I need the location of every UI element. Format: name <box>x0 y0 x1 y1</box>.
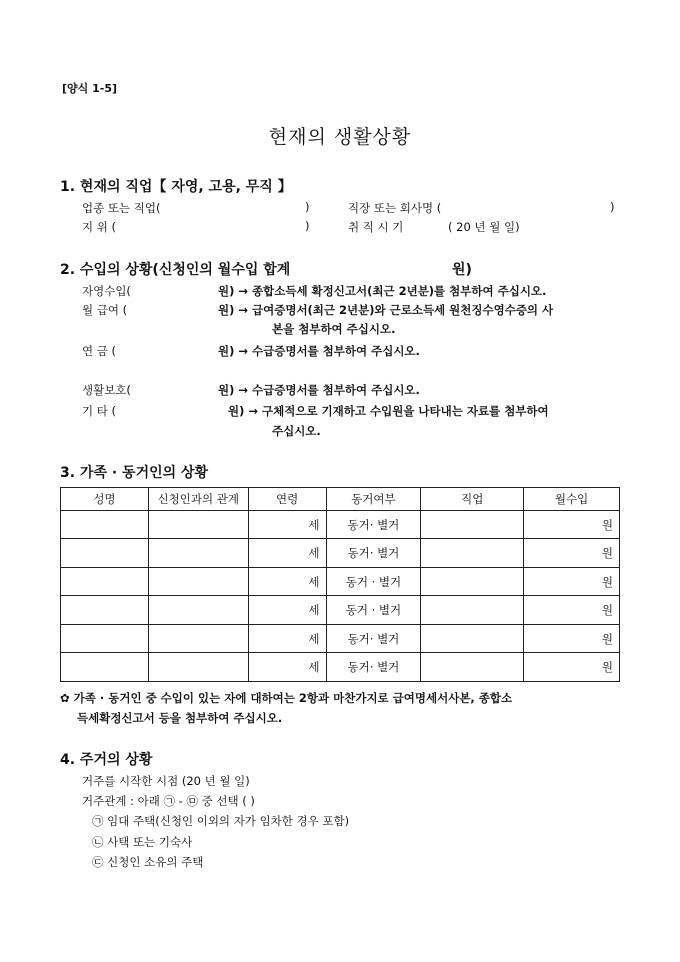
occupation-cell[interactable] <box>421 539 524 568</box>
age-cell[interactable]: 세 <box>248 596 326 625</box>
table-row <box>61 539 620 568</box>
self-employed-label: 자영수입( <box>82 284 131 298</box>
column-header: 신청인과의 관계 <box>148 488 248 511</box>
income-cell[interactable]: 원 <box>524 539 620 568</box>
column-header: 직업 <box>421 488 524 511</box>
section3-heading: 3. 가족 · 동거인의 상황 <box>60 465 209 481</box>
relation-cell[interactable] <box>148 596 248 625</box>
position-label: 지 위 ( <box>82 220 117 234</box>
relation-cell[interactable] <box>148 625 248 653</box>
living-cell[interactable]: 동거 · 별거 <box>326 568 421 596</box>
job-close: ) <box>305 200 310 214</box>
relation-cell[interactable] <box>148 511 248 539</box>
age-cell[interactable]: 세 <box>248 625 326 653</box>
salary-desc-2: 본을 첨부하여 주십시오. <box>272 322 396 336</box>
column-header: 연령 <box>248 488 326 511</box>
relation-cell[interactable] <box>148 568 248 596</box>
living-cell[interactable]: 동거· 별거 <box>326 511 421 539</box>
start-date-label: 취 직 시 기 <box>348 220 404 234</box>
pension-desc: 원) → 수급증명서를 첨부하여 주십시오. <box>218 344 420 358</box>
occupation-cell[interactable] <box>421 596 524 625</box>
residence-relation-line: 거주관계 : 아래 ㉠ - ㉤ 중 선택 ( ) <box>82 794 255 808</box>
name-cell[interactable] <box>61 539 149 568</box>
living-cell[interactable]: 동거 · 별거 <box>326 596 421 625</box>
position-close: ) <box>305 219 310 233</box>
section1-heading: 1. 현재의 직업【 자영, 고용, 무직 】 <box>60 179 292 195</box>
company-label: 직장 또는 회사명 ( <box>348 201 442 215</box>
name-cell[interactable] <box>61 511 149 539</box>
salary-label: 월 급여 ( <box>82 303 128 317</box>
column-header: 동거여부 <box>326 488 421 511</box>
form-number: [양식 1-5] <box>62 82 118 95</box>
family-table <box>60 487 620 682</box>
income-cell[interactable]: 원 <box>524 653 620 682</box>
table-row <box>61 511 620 539</box>
column-header: 월수입 <box>524 488 620 511</box>
table-row <box>61 568 620 596</box>
job-label: 업종 또는 직업( <box>82 201 161 215</box>
family-note-line-2: 득세확정신고서 등을 첨부하여 주십시오. <box>77 711 283 725</box>
income-cell[interactable]: 원 <box>524 511 620 539</box>
occupation-cell[interactable] <box>421 653 524 682</box>
name-cell[interactable] <box>61 568 149 596</box>
table-header-row <box>61 488 620 511</box>
age-cell[interactable]: 세 <box>248 539 326 568</box>
other-income-desc-2: 주십시오. <box>272 424 321 438</box>
company-close: ) <box>610 200 615 214</box>
residence-start-line: 거주를 시작한 시점 (20 년 월 일) <box>82 774 250 788</box>
column-header: 성명 <box>61 488 149 511</box>
living-cell[interactable]: 동거· 별거 <box>326 625 421 653</box>
name-cell[interactable] <box>61 653 149 682</box>
salary-desc: 원) → 급여증명서(최근 2년분)와 근로소득세 원천징수영수증의 사 <box>218 303 554 317</box>
relation-cell[interactable] <box>148 539 248 568</box>
page-title: 현재의 생활상황 <box>268 126 412 148</box>
section2-heading: 2. 수입의 상황(신청인의 월수입 합계 <box>60 262 291 278</box>
age-cell[interactable]: 세 <box>248 568 326 596</box>
income-cell[interactable]: 원 <box>524 625 620 653</box>
family-note-line-1: ✿ 가족 · 동거인 중 수입이 있는 자에 대하여는 2항과 마찬가지로 급여명세서사본, 종합소 <box>60 691 513 705</box>
other-income-desc: 원) → 구체적으로 기재하고 수입원을 나타내는 자료를 첨부하여 <box>228 404 549 418</box>
pension-label: 연 금 ( <box>82 344 117 358</box>
welfare-desc: 원) → 수급증명서를 첨부하여 주십시오. <box>218 383 420 397</box>
self-employed-desc: 원) → 종합소득세 확정신고서(최근 2년분)를 첨부하여 주십시오. <box>218 284 547 298</box>
table-row <box>61 625 620 653</box>
living-cell[interactable]: 동거· 별거 <box>326 539 421 568</box>
other-income-label: 기 타 ( <box>82 404 117 418</box>
option-rental-housing: ㉠ 임대 주택(신청인 이외의 자가 임차한 경우 포함) <box>92 814 350 828</box>
income-cell[interactable]: 원 <box>524 568 620 596</box>
relation-cell[interactable] <box>148 653 248 682</box>
living-cell[interactable]: 동거· 별거 <box>326 653 421 682</box>
section2-heading-unit: 원) <box>452 262 472 278</box>
table-row <box>61 596 620 625</box>
option-company-housing: ㉡ 사택 또는 기숙사 <box>92 835 193 849</box>
income-cell[interactable]: 원 <box>524 596 620 625</box>
option-owned-housing: ㉢ 신청인 소유의 주택 <box>92 855 204 869</box>
section4-heading: 4. 주거의 상황 <box>60 752 153 768</box>
age-cell[interactable]: 세 <box>248 511 326 539</box>
start-date-value: ( 20 년 월 일) <box>448 220 520 234</box>
occupation-cell[interactable] <box>421 625 524 653</box>
welfare-label: 생활보호( <box>82 383 131 397</box>
table-row <box>61 653 620 682</box>
name-cell[interactable] <box>61 596 149 625</box>
name-cell[interactable] <box>61 625 149 653</box>
age-cell[interactable]: 세 <box>248 653 326 682</box>
occupation-cell[interactable] <box>421 511 524 539</box>
occupation-cell[interactable] <box>421 568 524 596</box>
